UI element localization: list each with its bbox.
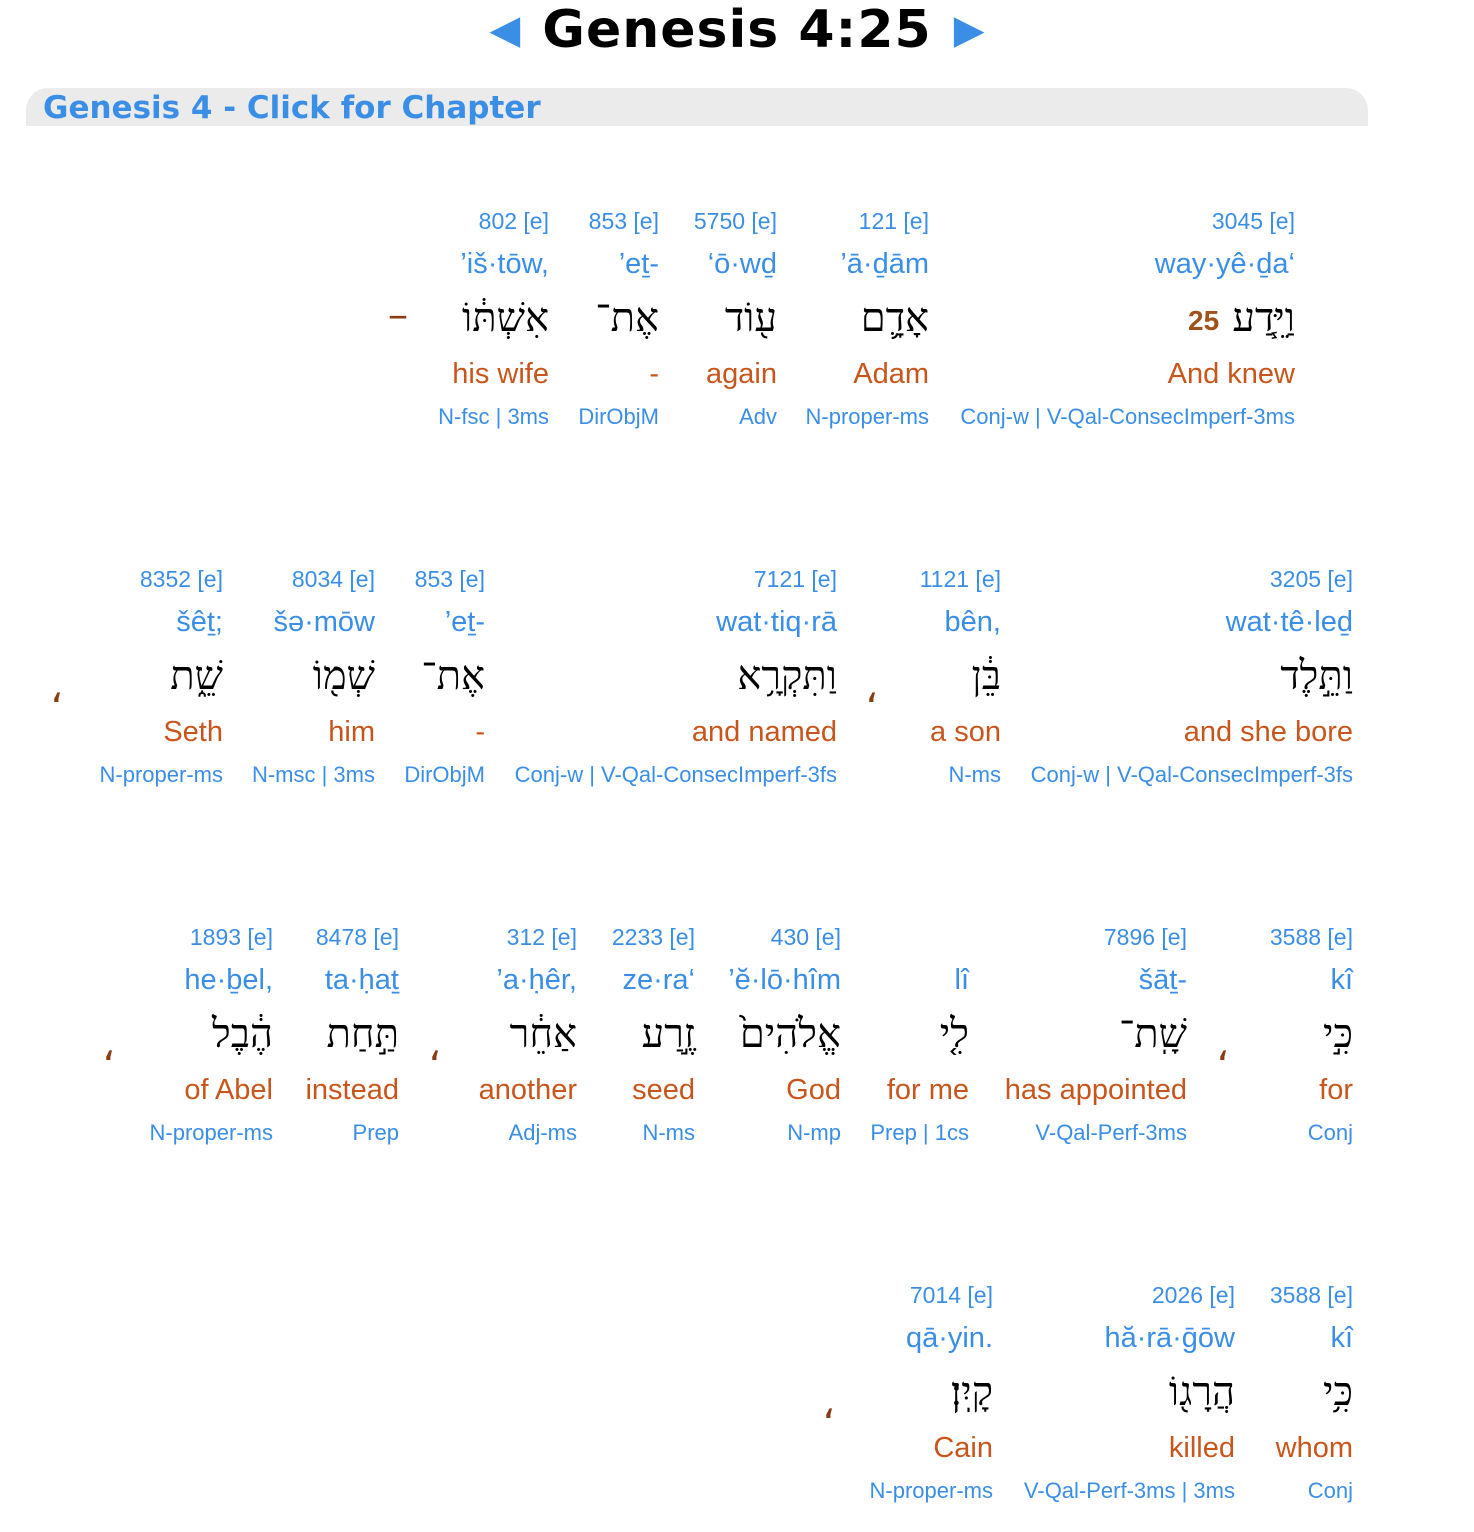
strongs-number-link[interactable]: 853 [e] [414, 566, 485, 592]
transliteration-link[interactable]: ’ā·ḏām [840, 248, 929, 280]
transliteration-link[interactable]: ’eṯ- [444, 606, 485, 638]
english-gloss: his wife [452, 358, 549, 390]
punctuation-mark: ، [428, 1024, 441, 1070]
hebrew-word: כִּ֥י [1322, 1369, 1353, 1415]
english-gloss: God [786, 1074, 841, 1106]
english-gloss: instead [305, 1074, 399, 1106]
hebrew-word: אַחֵ֔ר [509, 1011, 577, 1057]
transliteration-link[interactable]: ta·ḥaṯ [324, 964, 399, 996]
hebrew-word: אֶת־ [421, 653, 485, 699]
hebrew-word: לִ֤י [939, 1011, 969, 1057]
english-gloss: Seth [163, 716, 223, 748]
transliteration-link[interactable]: ’iš·tōw, [460, 248, 549, 280]
english-gloss: of Abel [184, 1074, 273, 1106]
strongs-number-link[interactable]: 3205 [e] [1269, 566, 1353, 592]
parsing-link[interactable]: Conj-w | V-Qal-ConsecImperf-3fs [514, 762, 837, 787]
english-gloss: And knew [1167, 358, 1295, 390]
transliteration-link[interactable]: ’ĕ·lō·hîm [728, 964, 841, 996]
parsing-link[interactable]: DirObjM [404, 762, 485, 787]
parsing-link[interactable]: N-ms [948, 762, 1001, 787]
english-gloss: and named [691, 716, 837, 748]
chapter-link[interactable]: Genesis 4 - Click for Chapter [43, 90, 541, 126]
english-gloss: Cain [933, 1432, 993, 1464]
hebrew-word: ע֖וֹד [724, 295, 777, 341]
parsing-link[interactable]: Prep [352, 1120, 399, 1145]
transliteration-link[interactable]: kî [1330, 1322, 1353, 1354]
parsing-link[interactable]: N-proper-ms [99, 762, 223, 787]
transliteration-link[interactable]: wat·tê·leḏ [1225, 606, 1353, 638]
english-gloss: and she bore [1183, 716, 1353, 748]
strongs-number-link[interactable]: 1121 [e] [919, 566, 1001, 592]
transliteration-link[interactable]: ze·ra‘ [622, 964, 695, 996]
strongs-number-link[interactable]: 2026 [e] [1151, 1282, 1235, 1308]
english-gloss: him [328, 716, 375, 748]
punctuation-mark: ، [1216, 1024, 1229, 1070]
transliteration-link[interactable]: qā·yin. [905, 1322, 993, 1354]
strongs-number-link[interactable]: 3588 [e] [1269, 924, 1353, 950]
strongs-number-link[interactable]: 853 [e] [588, 208, 659, 234]
english-gloss: again [706, 358, 777, 390]
english-gloss: seed [632, 1074, 695, 1106]
punctuation-mark: ، [865, 666, 878, 712]
parsing-link[interactable]: N-proper-ms [805, 404, 929, 429]
page-title: Genesis 4:25 [542, 0, 932, 60]
strongs-number-link[interactable]: 121 [e] [858, 208, 929, 234]
prev-verse-arrow-icon[interactable]: ◀ [489, 8, 521, 52]
parsing-link[interactable]: Adv [739, 404, 777, 429]
parsing-link[interactable]: Adj-ms [508, 1120, 577, 1145]
parsing-link[interactable]: V-Qal-Perf-3ms | 3ms [1023, 1478, 1235, 1503]
parsing-link[interactable]: Conj [1307, 1120, 1353, 1145]
parsing-link[interactable]: Conj [1307, 1478, 1353, 1503]
parsing-link[interactable]: N-mp [787, 1120, 841, 1145]
strongs-number-link[interactable]: 8352 [e] [139, 566, 223, 592]
transliteration-link[interactable]: šāṯ- [1138, 964, 1187, 996]
transliteration-link[interactable]: ’eṯ- [618, 248, 659, 280]
parsing-link[interactable]: N-proper-ms [869, 1478, 993, 1503]
verse-number: 25 [1188, 305, 1220, 336]
english-gloss: - [475, 716, 485, 748]
punctuation-mark: ، [102, 1024, 115, 1070]
parsing-link[interactable]: Conj-w | V-Qal-ConsecImperf-3fs [1030, 762, 1353, 787]
strongs-number-link[interactable]: 3045 [e] [1211, 208, 1295, 234]
transliteration-link[interactable]: kî [1330, 964, 1353, 996]
hebrew-word: שָֽׁת־ [1118, 1011, 1187, 1057]
hebrew-word: אֶת־ [595, 295, 659, 341]
strongs-number-link[interactable]: 430 [e] [770, 924, 841, 950]
hebrew-word: אָדָ֛ם [860, 295, 929, 341]
english-gloss: Adam [853, 358, 929, 390]
chapter-bar [26, 88, 1368, 126]
hebrew-word: תַּ֣חַת [326, 1011, 399, 1057]
next-verse-arrow-icon[interactable]: ▶ [953, 8, 985, 52]
parsing-link[interactable]: Conj-w | V-Qal-ConsecImperf-3ms [960, 404, 1295, 429]
parsing-link[interactable]: DirObjM [578, 404, 659, 429]
strongs-number-link[interactable]: 7121 [e] [753, 566, 837, 592]
hebrew-word: זֶ֣רַע [641, 1011, 695, 1057]
parsing-link[interactable]: V-Qal-Perf-3ms [1035, 1120, 1187, 1145]
parsing-link[interactable]: N-ms [642, 1120, 695, 1145]
verse-header [0, 0, 1474, 60]
strongs-number-link[interactable]: 312 [e] [506, 924, 577, 950]
hebrew-word: אֱלֹהִים֙ [739, 1011, 841, 1057]
hebrew-word: אִשְׁתּ֔וֹ [462, 295, 549, 341]
hebrew-word: שֵׁ֑ת [170, 653, 223, 699]
transliteration-link[interactable]: lî [954, 964, 969, 996]
english-gloss: has appointed [1004, 1074, 1187, 1106]
punctuation-mark: ، [50, 666, 63, 712]
maqaf-dash-mark: – [388, 292, 408, 338]
transliteration-link[interactable]: ‘ō·wḏ [707, 248, 777, 280]
hebrew-word: וַיֵּ֧דַע [1232, 295, 1295, 341]
transliteration-link[interactable]: hă·rā·ḡōw [1104, 1322, 1235, 1354]
parsing-link[interactable]: Prep | 1cs [870, 1120, 969, 1145]
parsing-link[interactable]: N-fsc | 3ms [438, 404, 549, 429]
english-gloss: for me [886, 1074, 969, 1106]
strongs-number-link[interactable]: 8034 [e] [291, 566, 375, 592]
english-gloss: for [1319, 1074, 1353, 1106]
transliteration-link[interactable]: ’a·ḥêr, [496, 964, 577, 996]
punctuation-mark: ، [822, 1382, 835, 1428]
strongs-number-link[interactable]: 802 [e] [478, 208, 549, 234]
hebrew-word: קָֽיִן׃ [950, 1369, 993, 1415]
hebrew-word: וַתִּקְרָ֥א [737, 653, 837, 699]
english-gloss: whom [1275, 1432, 1353, 1464]
strongs-number-link[interactable]: 7014 [e] [909, 1282, 993, 1308]
strongs-number-link[interactable]: 8478 [e] [315, 924, 399, 950]
hebrew-word: שְׁמ֖וֹ [312, 653, 375, 699]
hebrew-word: בֵּ֔ן [971, 653, 1001, 699]
hebrew-word: וַתֵּ֣לֶד [1280, 653, 1353, 699]
transliteration-link[interactable]: šêṯ; [176, 606, 223, 638]
strongs-number-link[interactable]: 3588 [e] [1269, 1282, 1353, 1308]
hebrew-word: כִּ֣י [1322, 1011, 1353, 1057]
transliteration-link[interactable]: šə·mōw [273, 606, 375, 638]
english-gloss: - [649, 358, 659, 390]
transliteration-link[interactable]: bên, [944, 606, 1001, 638]
hebrew-word: הֶ֔בֶל [212, 1011, 273, 1057]
english-gloss: another [478, 1074, 577, 1106]
transliteration-link[interactable]: wat·tiq·rā [716, 606, 837, 638]
transliteration-link[interactable]: way·yê·ḏa‘ [1154, 248, 1295, 280]
english-gloss: a son [930, 716, 1001, 748]
parsing-link[interactable]: N-proper-ms [149, 1120, 273, 1145]
parsing-link[interactable]: N-msc | 3ms [251, 762, 375, 787]
english-gloss: killed [1168, 1432, 1235, 1464]
transliteration-link[interactable]: he·ḇel, [184, 964, 273, 996]
hebrew-word: הֲרָג֖וֹ [1168, 1369, 1235, 1415]
strongs-number-link[interactable]: 1893 [e] [189, 924, 273, 950]
strongs-number-link[interactable]: 7896 [e] [1103, 924, 1187, 950]
strongs-number-link[interactable]: 5750 [e] [693, 208, 777, 234]
strongs-number-link[interactable]: 2233 [e] [611, 924, 695, 950]
